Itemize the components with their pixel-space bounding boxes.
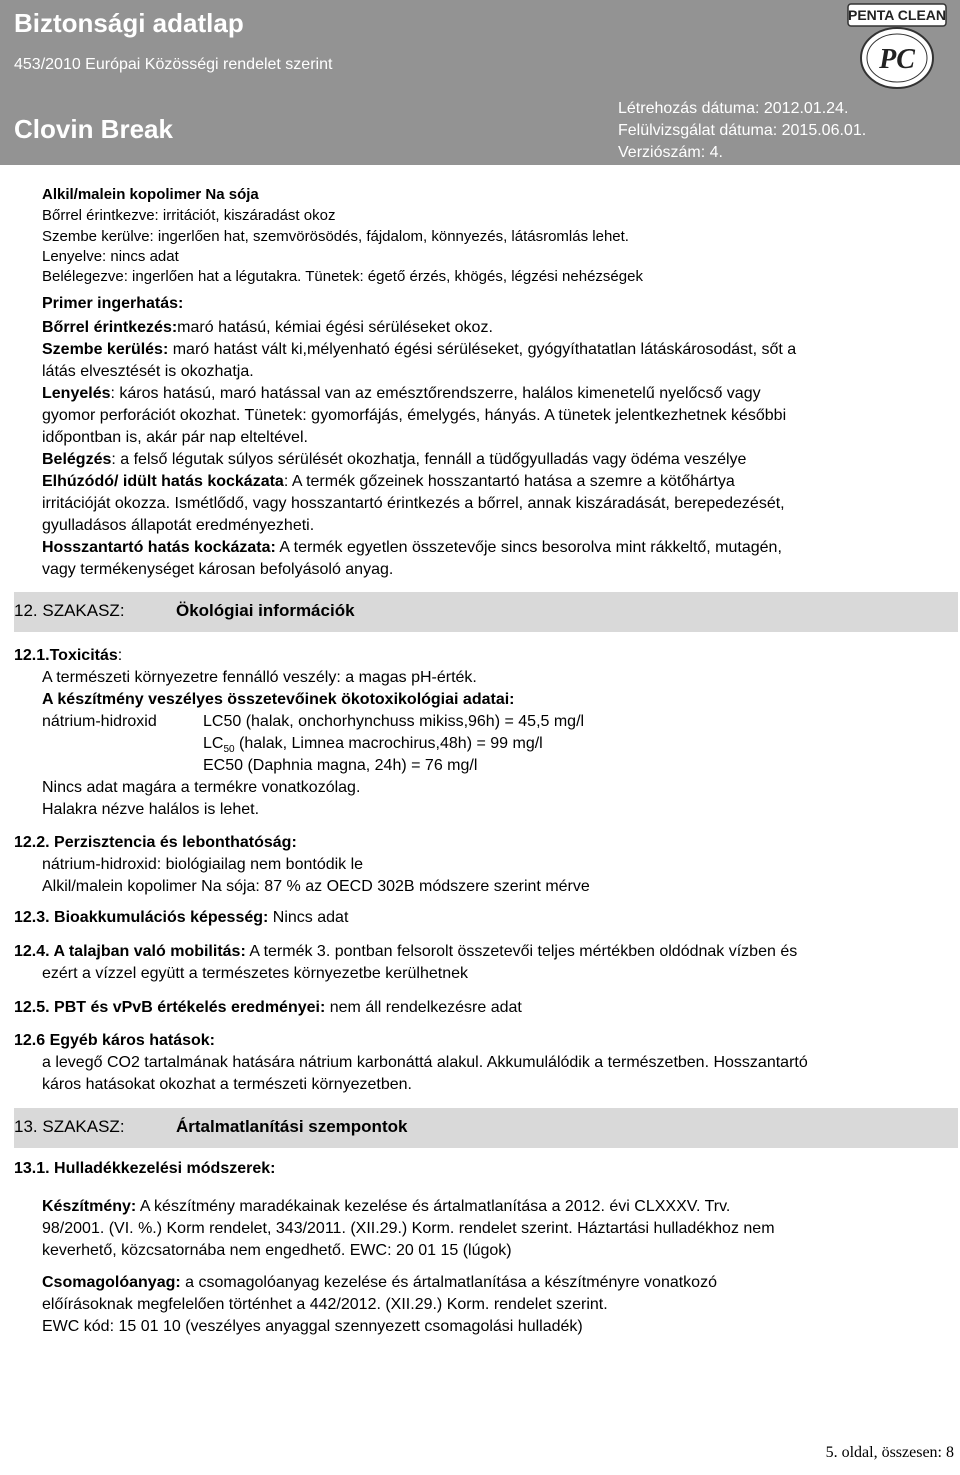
inhalation-line [42, 451, 746, 469]
lc-prefix: LC [203, 735, 224, 752]
logo-text: PENTA CLEAN [848, 7, 946, 23]
packaging-text-3: EWC kód: 15 01 10 (veszélyes anyaggal szennyezett csomagolási hulladék) [42, 1318, 583, 1335]
page-number: 5. oldal, összesen: 8 [825, 1444, 954, 1461]
section-12-header [14, 592, 958, 632]
version: Verziószám: 4. [618, 144, 723, 161]
mobility-line-1 [14, 943, 797, 961]
packaging-line-1 [42, 1274, 717, 1292]
long-term-label: Hosszantartó hatás kockázata: [42, 539, 276, 556]
product-disposal-text-2: 98/2001. (VI. %.) Korm rendelet, 343/2011. (XII.29.) Korm. rendelet szerint. Háztartási hulladékhoz nem [42, 1220, 775, 1237]
packaging-text-1: a csomagolóanyag kezelése és ártalmatlanítása a készítményre vonatkozó [180, 1274, 717, 1291]
other-effects-text-2: káros hatásokat okozhat a természeti környezetben. [42, 1076, 412, 1093]
waste-methods-heading: 13.1. Hulladékkezelési módszerek: [14, 1160, 276, 1177]
section-13-header [14, 1108, 958, 1148]
fish-line: Halakra nézve halálos is lehet. [42, 801, 260, 818]
mobility-text-1: A termék 3. pontban felsorolt összetevői teljes mértékben oldódnak vízben és [245, 943, 798, 960]
alkil-title: Alkil/malein kopolimer Na sója [42, 186, 259, 203]
alkil-eye: Szembe kerülve: ingerlően hat, szemvörösödés, fájdalom, könnyezés, látásromlás lehet. [42, 228, 629, 245]
penta-clean-logo [842, 2, 952, 94]
toxicity-text-1: A természeti környezetre fennálló veszély: a magas pH-érték. [42, 669, 477, 686]
toxicity-text-2: A készítmény veszélyes összetevőinek ökotoxikológiai adatai: [42, 691, 515, 708]
toxicity-colon: : [117, 647, 123, 664]
ingestion-text-2: gyomor perforációt okozhat. Tünetek: gyomorfájás, émelygés, hányás. A tünetek jelentkezhetnek későbbi [42, 407, 787, 424]
toxicity-num: 12.1. [14, 647, 50, 664]
lc50-fish: LC50 (halak, onchorhynchuss mikiss,96h) = 45,5 mg/l [203, 713, 585, 730]
persistence-text-1: nátrium-hidroxid: biológiailag nem bontódik le [42, 856, 364, 873]
revised-date: Felülvizsgálat dátuma: 2015.06.01. [618, 122, 867, 139]
long-term-text-1: A termék egyetlen összetevője sincs besorolva mint rákkeltő, mutagén, [275, 539, 782, 556]
pbt-text: nem áll rendelkezésre adat [325, 999, 522, 1016]
ingestion-line-1 [42, 385, 761, 403]
other-effects-text-1: a levegő CO2 tartalmának hatására nátrium karbonáttá alakul. Akkumulálódik a természetben. Hosszantartó [42, 1054, 808, 1071]
packaging-label: Csomagolóanyag: [42, 1274, 181, 1291]
pbt-label: 12.5. PBT és vPvB értékelés eredményei: [14, 999, 326, 1016]
toxicity-label: Toxicitás [49, 647, 118, 664]
ingestion-text-1: : káros hatású, maró hatással van az emésztőrendszerre, halálos kimenetelű nyelőcső vagy [110, 385, 761, 402]
pbt-line [14, 999, 522, 1017]
chronic-text-1: : A termék gőzeinek hosszantartó hatása a szemre a kötőhártya [283, 473, 735, 490]
eye-text-1: maró hatást vált ki,mélyenható égési sérüléseket, gyógyíthatatlan látáskárosodást, sőt a [168, 341, 797, 358]
date-block [618, 98, 866, 164]
logo-mark: PC [879, 44, 915, 75]
product-disposal-text-1: A készítmény maradékainak kezelése és ártalmatlanítása a 2012. évi CLXXXV. Trv. [136, 1198, 731, 1215]
product-disposal-line-1 [42, 1198, 730, 1216]
chronic-text-3: gyulladásos állapotát eredményezheti. [42, 517, 315, 534]
section-13-title: Ártalmatlanítási szempontok [176, 1117, 408, 1136]
section-12-title: Ökológiai információk [176, 601, 355, 620]
other-effects-heading: 12.6 Egyéb káros hatások: [14, 1032, 215, 1049]
skin-label: Bőrrel érintkezés: [42, 319, 178, 336]
mobility-text-2: ezért a vízzel együtt a természetes környezetbe kerülhetnek [42, 965, 468, 982]
chronic-text-2: irritációját okozza. Ismétlődő, vagy hosszantartó érintkezés a bőrrel, annak kiszáradását, berepedezését, [42, 495, 785, 512]
eye-line-1 [42, 341, 796, 359]
skin-text: maró hatású, kémiai égési sérüléseket okoz. [177, 319, 493, 336]
mobility-label: 12.4. A talajban való mobilitás: [14, 943, 246, 960]
eye-text-2: látás elvesztését is okozhatja. [42, 363, 254, 380]
product-disposal-label: Készítmény: [42, 1198, 137, 1215]
alkil-ingestion: Lenyelve: nincs adat [42, 248, 179, 265]
chronic-label: Elhúzódó/ idült hatás kockázata [42, 473, 284, 490]
ingestion-text-3: időpontban is, akár pár nap elteltével. [42, 429, 308, 446]
primer-heading: Primer ingerhatás: [42, 295, 184, 312]
packaging-text-2: előírásoknak megfelelően történhet a 442/2012. (XII.29.) Korm. rendelet szerint. [42, 1296, 608, 1313]
bioaccumulation-line [14, 909, 348, 927]
eye-label: Szembe kerülés: [42, 341, 169, 358]
alkil-skin: Bőrrel érintkezve: irritációt, kiszáradást okoz [42, 207, 336, 224]
lc-subscript: 50 [223, 744, 235, 756]
doc-title: Biztonsági adatlap [14, 8, 244, 38]
persistence-text-2: Alkil/malein kopolimer Na sója: 87 % az OECD 302B módszere szerint mérve [42, 878, 590, 895]
naoh-label: nátrium-hidroxid [42, 713, 157, 730]
bioaccumulation-text: Nincs adat [268, 909, 349, 926]
inhalation-text: : a felső légutak súlyos sérülését okozhatja, fennáll a tüdőgyulladás vagy ödéma veszélye [111, 451, 747, 468]
ingestion-label: Lenyelés [42, 385, 111, 402]
ec50-daphnia: EC50 (Daphnia magna, 24h) = 76 mg/l [203, 757, 478, 774]
skin-line [42, 319, 493, 337]
product-name: Clovin Break [14, 114, 173, 144]
inhalation-label: Belégzés [42, 451, 112, 468]
regulation-line: 453/2010 Európai Közösségi rendelet szerint [14, 56, 333, 73]
toxicity-heading [14, 647, 122, 665]
long-term-text-2: vagy termékenységet károsan befolyásoló anyag. [42, 561, 394, 578]
section-13-number: 13. SZAKASZ: [14, 1117, 125, 1136]
alkil-inhalation: Belélegezve: ingerlően hat a légutakra. Tünetek: égető érzés, khögés, légzési nehézségek [42, 268, 643, 285]
lc-rest: (halak, Limnea macrochirus,48h) = 99 mg/l [234, 735, 543, 752]
persistence-heading: 12.2. Perzisztencia és lebonthatóság: [14, 834, 297, 851]
section-12-number: 12. SZAKASZ: [14, 601, 125, 620]
no-data-line: Nincs adat magára a termékre vonatkozólag. [42, 779, 361, 796]
lc50-limnea [203, 735, 543, 755]
long-term-line-1 [42, 539, 782, 557]
bioaccumulation-label: 12.3. Bioakkumulációs képesség: [14, 909, 269, 926]
chronic-line-1 [42, 473, 735, 491]
header-band [0, 0, 960, 165]
created-date: Létrehozás dátuma: 2012.01.24. [618, 100, 849, 117]
product-disposal-text-3: keverhető, közcsatornába nem engedhető. EWC: 20 01 15 (lúgok) [42, 1242, 512, 1259]
